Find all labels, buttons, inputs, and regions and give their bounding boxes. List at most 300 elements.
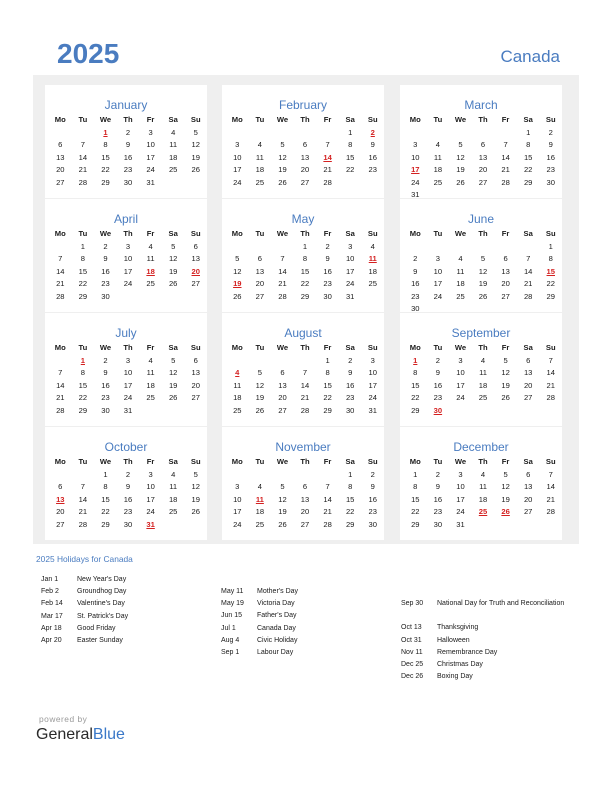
holiday-name: Groundhog Day xyxy=(77,588,127,596)
day-cell: 20 xyxy=(278,393,287,402)
holiday-day: 1 xyxy=(103,127,108,137)
holiday-day: 2 xyxy=(370,127,375,137)
day-cell: 11 xyxy=(479,368,487,377)
month-table xyxy=(404,228,562,316)
week-row xyxy=(49,355,207,368)
day-cell: 19 xyxy=(191,152,200,162)
empty-cell xyxy=(184,519,207,532)
week-row xyxy=(404,253,562,266)
holiday-day: 20 xyxy=(191,266,200,276)
day-cell: 15 xyxy=(101,494,110,504)
holiday-day: 1 xyxy=(80,355,85,365)
weekday-label: Tu xyxy=(78,457,88,466)
empty-cell xyxy=(316,469,339,482)
day-cell: 20 xyxy=(300,507,310,516)
empty-cell xyxy=(427,127,450,140)
day-cell: 27 xyxy=(56,177,65,187)
day-cell: 25 xyxy=(255,177,265,187)
holiday-column-1 xyxy=(41,574,128,647)
empty-cell xyxy=(539,405,562,418)
day-cell: 21 xyxy=(501,165,510,174)
day-cell: 3 xyxy=(235,140,240,149)
holiday-item xyxy=(401,635,564,647)
holiday-item xyxy=(221,586,298,598)
day-cell: 2 xyxy=(370,469,375,479)
day-cell: 1 xyxy=(302,241,308,251)
day-cell: 8 xyxy=(80,254,85,263)
day-cell: 20 xyxy=(56,165,65,174)
day-cell: 9 xyxy=(435,368,440,377)
weekday-label: Th xyxy=(300,115,310,124)
calendar-grid xyxy=(33,75,579,544)
day-cell: 3 xyxy=(125,355,131,365)
holiday-date: Nov 11 xyxy=(401,648,423,656)
day-cell: 23 xyxy=(411,291,420,301)
holiday-name: Good Friday xyxy=(77,624,116,632)
day-cell: 24 xyxy=(146,165,155,174)
holiday-column-2 xyxy=(221,586,298,659)
day-cell: 22 xyxy=(523,165,533,174)
holiday-item xyxy=(221,598,298,610)
empty-cell xyxy=(517,241,540,254)
day-cell: 25 xyxy=(146,279,155,288)
week-row xyxy=(226,266,384,279)
day-cell: 22 xyxy=(101,507,110,516)
weekday-label: Fr xyxy=(146,115,155,124)
empty-cell xyxy=(72,469,95,482)
day-cell: 21 xyxy=(323,165,332,174)
weekday-header xyxy=(226,114,384,127)
day-cell: 8 xyxy=(103,140,108,149)
day-cell: 15 xyxy=(411,494,420,504)
holiday-name: Easter Sunday xyxy=(77,636,123,644)
month-january xyxy=(45,85,207,198)
week-row xyxy=(49,253,207,266)
day-cell: 9 xyxy=(413,266,418,276)
weekday-label: Th xyxy=(478,229,488,238)
week-row xyxy=(49,241,207,254)
month-september xyxy=(400,313,562,426)
weekday-label: Fr xyxy=(146,457,155,466)
day-cell: 22 xyxy=(78,393,88,402)
week-row xyxy=(226,152,384,165)
day-cell: 2 xyxy=(435,355,440,365)
day-cell: 28 xyxy=(323,177,332,187)
day-cell: 27 xyxy=(191,279,200,288)
day-cell: 19 xyxy=(168,266,178,276)
day-cell: 8 xyxy=(413,368,418,377)
day-cell: 9 xyxy=(125,140,131,149)
holiday-item xyxy=(401,622,564,634)
holiday-date: Apr 20 xyxy=(41,636,62,644)
day-cell: 14 xyxy=(56,380,65,390)
day-cell: 27 xyxy=(478,177,488,187)
holiday-name: St. Patrick's Day xyxy=(77,612,129,620)
day-cell: 30 xyxy=(433,519,443,529)
day-cell: 24 xyxy=(456,393,465,402)
day-cell: 22 xyxy=(345,165,355,174)
week-row xyxy=(226,469,384,482)
country-title: Canada xyxy=(500,47,560,66)
holiday-name: National Day for Truth and Reconciliation xyxy=(437,600,565,607)
day-cell: 27 xyxy=(300,177,310,187)
holidays-title: 2025 Holidays for Canada xyxy=(36,554,133,564)
week-row xyxy=(49,494,207,507)
weekday-label: Tu xyxy=(255,115,265,124)
day-cell: 24 xyxy=(411,177,420,187)
weekday-label: Fr xyxy=(146,229,155,238)
empty-cell xyxy=(472,519,495,532)
week-row xyxy=(404,519,562,532)
day-cell: 19 xyxy=(255,393,265,402)
day-cell: 24 xyxy=(123,279,133,288)
holiday-day: 11 xyxy=(368,254,377,263)
holiday-date: Feb 14 xyxy=(41,600,63,608)
weekday-label: Th xyxy=(300,343,310,352)
day-cell: 27 xyxy=(300,519,310,529)
holiday-name: Canada Day xyxy=(257,624,296,632)
day-cell: 2 xyxy=(413,254,418,263)
holiday-name: Boxing Day xyxy=(437,673,473,681)
week-row xyxy=(404,405,562,418)
day-cell: 16 xyxy=(123,494,133,504)
weekday-label: Fr xyxy=(323,343,332,352)
weekday-label: Th xyxy=(123,457,133,466)
day-cell: 15 xyxy=(345,152,355,162)
weekday-header xyxy=(404,228,562,241)
day-cell: 19 xyxy=(168,380,178,390)
day-cell: 15 xyxy=(345,494,355,504)
day-cell: 6 xyxy=(280,368,285,377)
day-cell: 19 xyxy=(478,279,488,288)
day-cell: 2 xyxy=(348,355,353,365)
week-row xyxy=(404,241,562,254)
empty-cell xyxy=(494,519,517,532)
day-cell: 15 xyxy=(101,152,110,162)
day-cell: 23 xyxy=(368,165,377,174)
day-cell: 3 xyxy=(458,355,463,365)
month-title: May xyxy=(291,212,315,226)
day-cell: 7 xyxy=(548,469,553,479)
day-cell: 28 xyxy=(56,291,65,301)
weekday-label: We xyxy=(454,457,467,466)
day-cell: 10 xyxy=(345,254,355,263)
week-row xyxy=(404,127,562,140)
month-title: December xyxy=(453,440,509,454)
holiday-day: 13 xyxy=(56,494,65,504)
weekday-label: We xyxy=(454,343,467,352)
weekday-header xyxy=(49,228,207,241)
day-cell: 30 xyxy=(546,177,555,187)
day-cell: 13 xyxy=(300,152,310,162)
holiday-name: Father's Day xyxy=(257,612,297,620)
day-cell: 31 xyxy=(368,405,377,415)
day-cell: 18 xyxy=(478,380,488,390)
day-cell: 29 xyxy=(78,291,88,301)
day-cell: 21 xyxy=(300,393,310,402)
day-cell: 29 xyxy=(411,405,420,415)
holiday-name: Labour Day xyxy=(257,648,294,656)
day-cell: 14 xyxy=(56,266,65,276)
day-cell: 12 xyxy=(456,152,465,162)
weekday-label: Su xyxy=(190,229,201,238)
day-cell: 22 xyxy=(101,165,110,174)
day-cell: 28 xyxy=(546,393,555,402)
day-cell: 27 xyxy=(523,393,533,402)
day-cell: 5 xyxy=(280,482,285,491)
day-cell: 8 xyxy=(80,368,85,377)
weekday-header xyxy=(404,456,562,469)
day-cell: 20 xyxy=(191,380,200,390)
weekday-label: Fr xyxy=(501,229,510,238)
day-cell: 4 xyxy=(257,482,262,491)
holiday-day: 15 xyxy=(546,266,555,276)
weekday-label: Th xyxy=(478,115,488,124)
day-cell: 7 xyxy=(325,140,330,149)
empty-cell xyxy=(494,127,517,140)
weekday-header xyxy=(226,456,384,469)
holiday-item xyxy=(41,635,128,647)
day-cell: 17 xyxy=(456,494,465,504)
day-cell: 22 xyxy=(546,279,555,288)
week-row xyxy=(226,164,384,177)
day-cell: 1 xyxy=(103,469,108,479)
weekday-label: We xyxy=(276,115,289,124)
weekday-label: Tu xyxy=(433,229,443,238)
week-row xyxy=(404,152,562,165)
day-cell: 30 xyxy=(101,291,110,301)
day-cell: 2 xyxy=(325,241,330,251)
month-title: March xyxy=(464,98,498,112)
day-cell: 28 xyxy=(546,507,555,516)
day-cell: 13 xyxy=(300,494,310,504)
day-cell: 28 xyxy=(523,291,533,301)
day-cell: 26 xyxy=(233,291,242,301)
month-title: September xyxy=(451,326,511,340)
day-cell: 23 xyxy=(101,393,110,402)
day-cell: 21 xyxy=(546,494,555,504)
day-cell: 19 xyxy=(278,165,287,174)
day-cell: 24 xyxy=(233,519,242,529)
day-cell: 22 xyxy=(411,393,420,402)
holiday-day: 17 xyxy=(411,165,420,174)
week-row xyxy=(404,278,562,291)
weekday-label: Tu xyxy=(255,457,265,466)
day-cell: 17 xyxy=(433,279,443,288)
holiday-day: 14 xyxy=(323,152,332,162)
day-cell: 12 xyxy=(501,482,510,491)
empty-cell xyxy=(249,355,272,368)
month-title: November xyxy=(275,440,331,454)
weekday-label: Tu xyxy=(433,343,443,352)
day-cell: 30 xyxy=(345,405,355,415)
empty-cell xyxy=(517,519,540,532)
week-row xyxy=(404,177,562,190)
day-cell: 10 xyxy=(146,140,155,149)
weekday-header xyxy=(49,114,207,127)
day-cell: 7 xyxy=(325,482,330,491)
day-cell: 5 xyxy=(458,140,463,149)
weekday-label: Tu xyxy=(78,229,88,238)
day-cell: 10 xyxy=(456,368,465,377)
weekday-header xyxy=(404,342,562,355)
day-cell: 25 xyxy=(478,393,488,402)
day-cell: 4 xyxy=(458,254,463,263)
weekday-label: Sa xyxy=(523,115,533,124)
day-cell: 11 xyxy=(233,380,242,390)
day-cell: 23 xyxy=(368,507,377,516)
empty-cell xyxy=(404,127,427,140)
day-cell: 25 xyxy=(368,279,377,288)
day-cell: 26 xyxy=(456,177,465,187)
empty-cell xyxy=(162,291,185,304)
weekday-label: Mo xyxy=(409,343,421,352)
day-cell: 7 xyxy=(302,368,308,377)
holiday-date: Jul 1 xyxy=(221,624,236,632)
day-cell: 3 xyxy=(413,140,418,149)
day-cell: 25 xyxy=(456,291,465,301)
day-cell: 4 xyxy=(435,140,440,149)
day-cell: 12 xyxy=(233,266,242,276)
day-cell: 7 xyxy=(80,482,85,491)
holiday-day: 26 xyxy=(501,507,510,516)
weekday-label: Sa xyxy=(168,457,178,466)
empty-cell xyxy=(249,241,272,254)
empty-cell xyxy=(226,241,249,254)
weekday-label: Su xyxy=(367,343,378,352)
weekday-label: Su xyxy=(545,115,556,124)
holiday-date: Apr 18 xyxy=(41,624,62,632)
brand-blue: Blue xyxy=(92,726,125,743)
day-cell: 29 xyxy=(546,291,555,301)
weekday-header xyxy=(49,342,207,355)
day-cell: 18 xyxy=(146,380,155,390)
empty-cell xyxy=(472,405,495,418)
day-cell: 4 xyxy=(171,127,176,137)
day-cell: 6 xyxy=(302,482,308,491)
weekday-label: Mo xyxy=(54,343,66,352)
month-table xyxy=(404,456,562,531)
week-row xyxy=(226,355,384,368)
day-cell: 28 xyxy=(501,177,510,187)
day-cell: 10 xyxy=(123,254,133,263)
day-cell: 23 xyxy=(433,393,443,402)
day-cell: 22 xyxy=(323,393,332,402)
day-cell: 21 xyxy=(323,507,332,516)
holiday-name: Thanksgiving xyxy=(437,624,479,632)
day-cell: 30 xyxy=(323,291,332,301)
day-cell: 19 xyxy=(501,494,510,504)
day-cell: 21 xyxy=(78,165,88,174)
day-cell: 6 xyxy=(193,241,198,251)
day-cell: 1 xyxy=(348,127,353,137)
weekday-label: Su xyxy=(545,229,556,238)
holiday-item xyxy=(221,610,298,622)
holiday-item xyxy=(41,623,128,635)
day-cell: 23 xyxy=(101,279,110,288)
week-row xyxy=(404,481,562,494)
week-row xyxy=(404,494,562,507)
holiday-item xyxy=(401,659,564,671)
weekday-label: Tu xyxy=(78,115,88,124)
day-cell: 21 xyxy=(56,279,65,288)
holiday-item xyxy=(221,635,298,647)
day-cell: 16 xyxy=(433,380,443,390)
day-cell: 20 xyxy=(255,279,265,288)
day-cell: 25 xyxy=(168,507,178,516)
weekday-label: Fr xyxy=(501,457,510,466)
day-cell: 11 xyxy=(146,368,155,377)
day-cell: 24 xyxy=(345,279,355,288)
day-cell: 17 xyxy=(233,507,242,516)
empty-cell xyxy=(339,177,362,190)
holiday-date: Aug 4 xyxy=(221,636,240,644)
day-cell: 16 xyxy=(345,380,355,390)
weekday-label: Fr xyxy=(501,343,510,352)
day-cell: 31 xyxy=(146,177,155,187)
weekday-label: We xyxy=(276,229,289,238)
day-cell: 5 xyxy=(171,241,176,251)
day-cell: 26 xyxy=(255,405,265,415)
month-october xyxy=(45,427,207,540)
empty-cell xyxy=(72,127,95,140)
weekday-label: Th xyxy=(300,457,310,466)
day-cell: 5 xyxy=(193,469,198,479)
day-cell: 27 xyxy=(501,291,510,301)
generalblue-logo[interactable] xyxy=(36,726,125,744)
day-cell: 31 xyxy=(456,519,465,529)
day-cell: 25 xyxy=(255,519,265,529)
empty-cell xyxy=(184,177,207,190)
day-cell: 14 xyxy=(300,380,310,390)
week-row xyxy=(49,481,207,494)
weekday-header xyxy=(404,114,562,127)
week-row xyxy=(49,380,207,393)
day-cell: 15 xyxy=(78,380,88,390)
day-cell: 24 xyxy=(123,393,133,402)
day-cell: 8 xyxy=(413,482,418,491)
day-cell: 6 xyxy=(58,140,63,149)
day-cell: 18 xyxy=(456,279,465,288)
empty-cell xyxy=(162,405,185,418)
weekday-label: Sa xyxy=(345,343,355,352)
day-cell: 11 xyxy=(456,266,465,276)
day-cell: 13 xyxy=(191,368,200,377)
day-cell: 11 xyxy=(146,254,155,263)
holiday-date: May 19 xyxy=(221,600,244,608)
day-cell: 29 xyxy=(345,519,355,529)
day-cell: 29 xyxy=(523,177,533,187)
week-row xyxy=(49,139,207,152)
empty-cell xyxy=(271,469,294,482)
day-cell: 12 xyxy=(478,266,488,276)
day-cell: 4 xyxy=(148,241,153,251)
day-cell: 29 xyxy=(78,405,88,415)
week-row xyxy=(226,127,384,140)
day-cell: 30 xyxy=(123,519,133,529)
day-cell: 5 xyxy=(171,355,176,365)
day-cell: 10 xyxy=(368,368,377,377)
weekday-header xyxy=(49,456,207,469)
holiday-item xyxy=(401,671,564,683)
week-row xyxy=(49,392,207,405)
weekday-label: Mo xyxy=(409,457,421,466)
day-cell: 3 xyxy=(148,469,153,479)
day-cell: 20 xyxy=(56,507,65,516)
day-cell: 22 xyxy=(78,279,88,288)
week-row xyxy=(49,127,207,140)
holiday-date: Sep 30 xyxy=(401,600,424,607)
